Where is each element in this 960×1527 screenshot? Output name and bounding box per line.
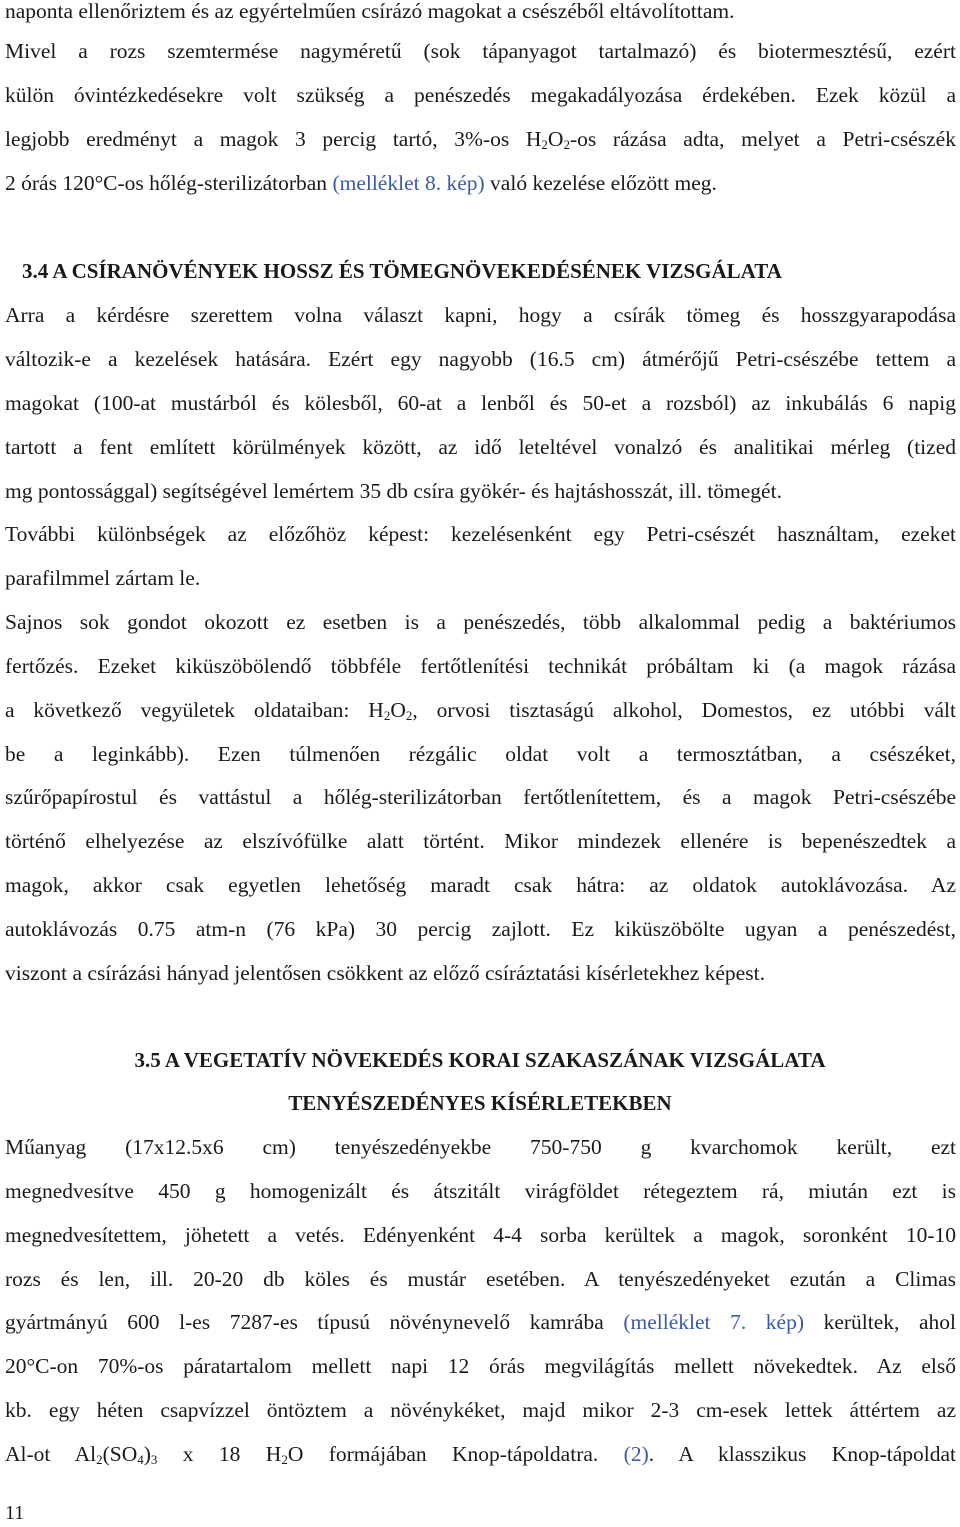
text-line bbox=[5, 169, 956, 197]
text-line bbox=[5, 783, 956, 811]
text-span: be a leginkább). Ezen túlmenően rézgálic oldat volt a termosztátban, a csészéket, bbox=[5, 742, 956, 766]
text-span: (SO bbox=[102, 1442, 138, 1466]
text-span: O bbox=[390, 698, 406, 722]
appendix-link[interactable]: (melléklet 7. kép) bbox=[623, 1310, 804, 1334]
text-span: magok, akkor csak egyetlen lehetőség maradt csak hátra: az oldatok autoklávozása. Az bbox=[5, 873, 956, 897]
section-heading-3-5 bbox=[0, 1046, 960, 1074]
text-line bbox=[5, 696, 956, 724]
heading-text: TENYÉSZEDÉNYES KÍSÉRLETEKBEN bbox=[288, 1091, 672, 1115]
text-span: viszont a csírázási hányad jelentősen csökkent az előző csíráztatási kísérletekhez képest. bbox=[5, 961, 765, 985]
text-line bbox=[5, 37, 956, 65]
text-line bbox=[5, 520, 956, 548]
text-line bbox=[5, 1440, 956, 1468]
text-line bbox=[5, 652, 956, 680]
text-span: kb. egy héten csapvízzel öntöztem a növénykéket, majd mikor 2-3 cm-esek lettek áttértem az bbox=[5, 1398, 956, 1422]
text-line bbox=[5, 433, 956, 461]
text-span: parafilmmel zártam le. bbox=[5, 566, 201, 590]
text-span: O formájában Knop-tápoldatra. bbox=[287, 1442, 624, 1466]
subscript: 2 bbox=[541, 137, 548, 152]
text-span: való kezelése előzött meg. bbox=[484, 171, 717, 195]
text-span: További különbségek az előzőhöz képest: kezelésenként egy Petri-csészét használtam, ezeket bbox=[5, 522, 956, 546]
text-span: legjobb eredményt a magok 3 percig tartó, 3%-os H bbox=[5, 127, 542, 151]
text-line bbox=[5, 1221, 956, 1249]
subscript: 4 bbox=[137, 1452, 144, 1467]
text-line bbox=[5, 608, 956, 636]
text-span: autoklávozás 0.75 atm-n (76 kPa) 30 percig zajlott. Ez kiküszöbölte ugyan a penészedést, bbox=[5, 917, 956, 941]
page-number: 11 bbox=[5, 1502, 25, 1524]
subscript: 2 bbox=[563, 137, 570, 152]
text-span: , orvosi tisztaságú alkohol, Domestos, ez utóbbi vált bbox=[412, 698, 956, 722]
text-span: Al-ot Al bbox=[5, 1442, 97, 1466]
text-line bbox=[5, 1396, 956, 1424]
text-line bbox=[5, 389, 956, 417]
text-line bbox=[5, 0, 956, 25]
heading-text: 3.4 A CSÍRANÖVÉNYEK HOSSZ ÉS TÖMEGNÖVEKEDÉSÉNEK VIZSGÁLATA bbox=[22, 259, 782, 283]
text-line bbox=[5, 301, 956, 329]
text-span: Arra a kérdésre szerettem volna választ kapni, hogy a csírák tömeg és hosszgyarapodása bbox=[5, 303, 956, 327]
text-span: naponta ellenőriztem és az egyértelműen csírázó magokat a csészéből eltávolítottam. bbox=[5, 0, 735, 23]
section-heading-3-4 bbox=[22, 257, 956, 285]
text-span: . A klasszikus Knop-tápoldat bbox=[648, 1442, 956, 1466]
text-span: gyártmányú 600 l-es 7287-es típusú növénynevelő kamrába bbox=[5, 1310, 624, 1334]
text-span: a következő vegyületek oldataiban: H bbox=[5, 698, 384, 722]
text-line bbox=[5, 345, 956, 373]
text-line bbox=[5, 125, 956, 153]
text-span: O bbox=[547, 127, 564, 151]
text-line bbox=[5, 564, 956, 592]
text-line bbox=[5, 1177, 956, 1205]
subscript: 2 bbox=[405, 708, 413, 723]
text-span: rozs és len, ill. 20-20 db köles és mustár esetében. A tenyészedényeket ezután a Climas bbox=[5, 1267, 956, 1291]
text-line bbox=[5, 915, 956, 943]
text-span: megnedvesítettem, jöhetett a vetés. Edényenként 4-4 sorba kerültek a magok, soronként 10-10 bbox=[5, 1223, 956, 1247]
text-span: tartott a fent említett körülmények között, az idő leteltével vonalzó és analitikai mérleg (tized bbox=[5, 435, 956, 459]
text-line bbox=[5, 1133, 956, 1161]
text-span: Mivel a rozs szemtermése nagyméretű (sok tápanyagot tartalmazó) és biotermesztésű, ezért bbox=[5, 39, 956, 63]
text-span: -os rázása adta, melyet a Petri-csészék bbox=[569, 127, 956, 151]
text-line bbox=[5, 740, 956, 768]
section-heading-3-5-cont bbox=[0, 1089, 960, 1117]
text-line bbox=[5, 959, 956, 987]
text-span: fertőzés. Ezeket kiküszöbölendő többféle fertőtlenítési technikát próbáltam ki (a magok rázása bbox=[5, 654, 956, 678]
text-line bbox=[5, 827, 956, 855]
text-span: magokat (100-at mustárból és kölesből, 60-at a lenből és 50-et a rozsból) az inkubálás 6 napig bbox=[5, 391, 956, 415]
appendix-link[interactable]: (melléklet 8. kép) bbox=[332, 171, 485, 195]
text-span: szűrőpapírostul és vattástul a hőlég-sterilizátorban fertőtlenítettem, és a magok Petri-csészébe bbox=[5, 785, 956, 809]
text-span: 2 órás 120°C-os hőlég-sterilizátorban bbox=[5, 171, 333, 195]
text-span: Sajnos sok gondot okozott ez esetben is a penészedés, több alkalommal pedig a baktériumos bbox=[5, 610, 956, 634]
subscript: 3 bbox=[150, 1452, 158, 1467]
text-line bbox=[5, 1265, 956, 1293]
text-line bbox=[5, 1352, 956, 1380]
reference-link[interactable]: (2) bbox=[623, 1442, 649, 1466]
subscript: 2 bbox=[383, 708, 391, 723]
text-line bbox=[5, 871, 956, 899]
text-span: történő elhelyezése az elszívófülke alatt történt. Mikor mindezek ellenére is bepenészedtek a bbox=[5, 829, 956, 853]
text-span: külön óvintézkedésekre volt szükség a penészedés megakadályozása érdekében. Ezek közül a bbox=[5, 83, 956, 107]
text-span: mg pontossággal) segítségével lemértem 35 db csíra gyökér- és hajtáshosszát, ill. tömegét. bbox=[5, 479, 782, 503]
text-span: Műanyag (17x12.5x6 cm) tenyészedényekbe 750-750 g kvarchomok került, ezt bbox=[5, 1135, 956, 1159]
text-span: kerültek, ahol bbox=[803, 1310, 956, 1334]
text-span: 20°C-on 70%-os páratartalom mellett napi 12 órás megvilágítás mellett növekedtek. Az első bbox=[5, 1354, 956, 1378]
text-span: változik-e a kezelések hatására. Ezért egy nagyobb (16.5 cm) átmérőjű Petri-csészébe tettem a bbox=[5, 347, 956, 371]
text-line bbox=[5, 81, 956, 109]
subscript: 2 bbox=[96, 1452, 103, 1467]
text-line bbox=[5, 1308, 956, 1336]
subscript: 2 bbox=[281, 1452, 288, 1467]
text-span: megnedvesítve 450 g homogenizált és átszitált virágföldet rétegeztem rá, miután ezt is bbox=[5, 1179, 956, 1203]
text-span: x 18 H bbox=[157, 1442, 282, 1466]
heading-text: 3.5 A VEGETATÍV NÖVEKEDÉS KORAI SZAKASZÁNAK VIZSGÁLATA bbox=[134, 1048, 826, 1072]
text-span: ) bbox=[143, 1442, 151, 1466]
text-line bbox=[5, 477, 956, 505]
